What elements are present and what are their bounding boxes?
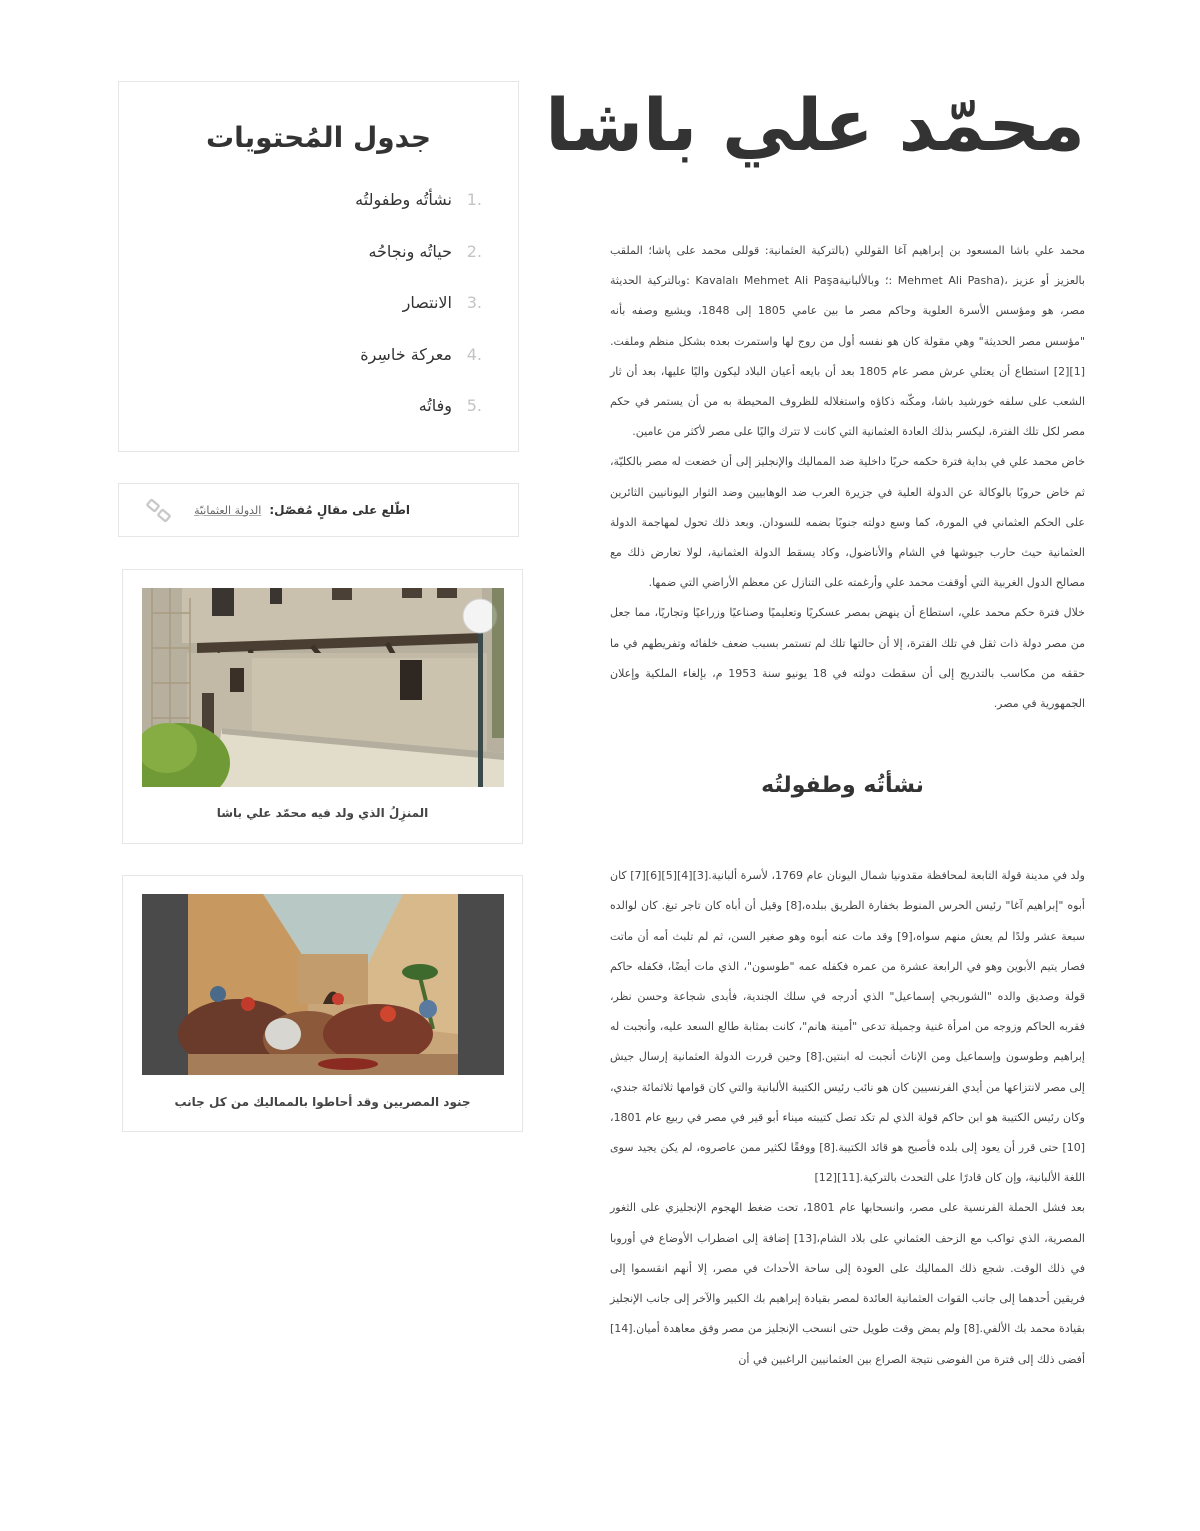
toc-item-death[interactable] <box>119 380 482 432</box>
ottoman-empire-link[interactable]: الدولة العثمانيّة <box>194 503 262 517</box>
intro-paragraph-2: خاض محمد علي في بداية فترة حكمه حربًا داخلية ضد المماليك والإنجليز إلى أن خضعت له مصر بالكليّة، ثم خاض حروبًا بالوكالة عن الدولة العلية في جزيرة العرب ضد الوهابيين وضد الثوار اليونانيين الثائرين على الحكم العثماني في المورة، كما وسع دولته جنوبًا بضمه للسودان. وبعد ذلك تحول لمهاجمة الدولة العثمانية حيث حارب جيوشها في الشام والأناضول، وكاد يسقط الدولة العثمانية، لولا تعارض ذلك مع مصالح الدول الغربية التي أوقفت محمد علي وأرغمته على التنازل عن معظم الأراضي التي ضمها. <box>610 455 1085 590</box>
toc-item-number: 2. <box>466 241 482 261</box>
figure-caption: جنود المصريين وقد أحاطوا بالمماليك من كل جانب <box>174 1095 471 1109</box>
toc-item-childhood[interactable] <box>119 174 482 226</box>
toc-list <box>119 174 518 432</box>
figure-birth-house <box>122 569 523 844</box>
toc-item-number: 4. <box>466 344 482 364</box>
intro-paragraph-1: محمد علي باشا المسعود بن إبراهيم آغا القوللي (بالتركية العثمانية: قوللى محمد على پاشا؛ الملقب بالعزيز أو عزيز ،(Mehmet Ali Pasha :؛ وبالألبانيةKavalalı Mehmet Ali Paşa :وبالتركية الحديثة مصر، هو ومؤسس الأسرة العلوية وحاكم مصر ما بين عامي 1805 إلى 1848، ويشيع وصفه بأنه "مؤسس مصر الحديثة" وهي مقولة كان هو نفسه أول من روج لها واستمرت بعده بشكل منظم وملفت.[1][2] استطاع أن يعتلي عرش مصر عام 1805 بعد أن بايعه أعيان البلاد ليكون واليًا عليها، بعد أن ثار الشعب على سلفه خورشيد باشا، ومكّنه ذكاؤه واستغلاله للظروف المحيطة به من أن يستمر في حكم مصر لكل تلك الفترة، ليكسر بذلك العادة العثمانية التي كانت لا تترك واليًا على مصر لأكثر من عامين. <box>610 244 1085 439</box>
link-icon <box>145 498 173 524</box>
related-article-label: اطّلع على مقالٍ مُفصّل: <box>269 503 410 517</box>
figure-caption: المنزِلُ الذي ولد فيه محمّد علي باشا <box>216 806 429 820</box>
toc-item-label[interactable]: معركة خاسِرة <box>360 344 452 364</box>
toc-item-lost-battle[interactable] <box>119 329 482 381</box>
birth-house-image <box>142 588 504 787</box>
intro-paragraph-3: خلال فترة حكم محمد علي، استطاع أن ينهض بمصر عسكريًا وتعليميًا وصناعيًا وزراعيًا وتجاريًا، مما جعل من مصر دولة ذات ثقل في تلك الفترة، إلا أن حالتها تلك لم تستمر بسبب ضعف خلفائه وتفريطهم في ما حققه من مكاسب بالتدريج إلى أن سقطت دولته في 18 يونيو سنة 1953 م، بإلغاء الملكية وإعلان الجمهورية في مصر. <box>610 606 1086 711</box>
toc-item-label[interactable]: الانتصار <box>402 293 452 313</box>
section-paragraph-1: ولد في مدينة قولة التابعة لمحافظة مقدونيا شمال اليونان عام 1769، لأسرة ألبانية.[3][4][5][6][7] كان أبوه "إبراهيم آغا" رئيس الحرس المنوط بخفارة الطريق ببلده،[8] وقيل أن أباه كان تاجر تبغ. كان لوالده سبعة عشر ولدًا لم يعش منهم سواه،[9] وقد مات عنه أبوه وهو صغير السن، ثم لم تلبث أمه أن ماتت فصار يتيم الأبوين وهو في الرابعة عشرة من عمره فكفله عمه "طوسون"، الذي مات أيضًا، فكفله حاكم قولة وصديق والده "الشوربجي إسماعيل" الذي أدرجه في سلك الجندية، فأبدى شجاعة وحسن نظر، فقربه الحاكم وزوجه من امرأة غنية وجميلة تدعى "أمينة هانم"، كانت بمثابة طالع السعد عليه، وأنجبت له إبراهيم وطوسون وإسماعيل ومن الإناث أنجبت له ابنتين.[8] وحين قررت الدولة العثمانية إرسال جيش إلى مصر لانتزاعها من أيدي الفرنسيين كان هو نائب رئيس الكتيبة الألبانية والتي كان قوامها ثلاثمائة جندي، وكان رئيس الكتيبة هو ابن حاكم قولة الذي لم تكد تصل كتيبته ميناء أبو قير في مصر في ربيع عام 1801،[10] حتى قرر أن يعود إلى بلده فأصبح هو قائد الكتيبة.[8] ووفقًا لكثير ممن عاصروه، لم يكن يجيد سوى اللغة الألبانية، وإن كان قادرًا على التحدث بالتركية.[11][12] <box>610 869 1086 1185</box>
battle-painting-image <box>142 894 504 1075</box>
toc-item-number: 3. <box>466 293 482 313</box>
toc-item-life[interactable] <box>119 226 482 278</box>
toc-item-number: 1. <box>466 190 482 210</box>
toc-item-label[interactable]: حياتُه ونجاحُه <box>368 241 452 261</box>
related-article-box <box>118 483 519 537</box>
toc-item-victory[interactable] <box>119 277 482 329</box>
page-title: محمّد علي باشا <box>545 83 1085 167</box>
toc-item-label[interactable]: نشأتُه وطفولتُه <box>355 190 452 210</box>
toc-title: جدول المُحتويات <box>205 121 431 154</box>
article <box>545 60 1086 1375</box>
figure-mamluk-massacre <box>122 875 523 1132</box>
toc-item-number: 5. <box>466 396 482 416</box>
toc-item-label[interactable]: وفاتُه <box>418 396 452 416</box>
table-of-contents <box>118 81 519 452</box>
section-paragraph-2: بعد فشل الحملة الفرنسية على مصر، وانسحابها عام 1801، تحت ضغط الهجوم الإنجليزي على الثغور المصرية، الذي تواكب مع الزحف العثماني على بلاد الشام،[13] إضافة إلى اضطراب الأوضاع في أوروبا في ذلك الوقت. شجع ذلك المماليك على العودة إلى ساحة الأحداث في مصر، إلا أنهم انقسموا إلى فريقين أحدهما إلى جانب القوات العثمانية العائدة لمصر بقيادة إبراهيم بك الكبير والآخر إلى جانب الإنجليز بقيادة محمد بك الألفي.[8] ولم يمض وقت طويل حتى انسحب الإنجليز من مصر وفق معاهدة أميان.[14] أفضى ذلك إلى فترة من الفوضى نتيجة الصراع بين العثمانيين الراغبين في أن <box>610 1201 1086 1366</box>
section-heading-childhood: نشأتُه وطفولتُه <box>761 773 924 799</box>
